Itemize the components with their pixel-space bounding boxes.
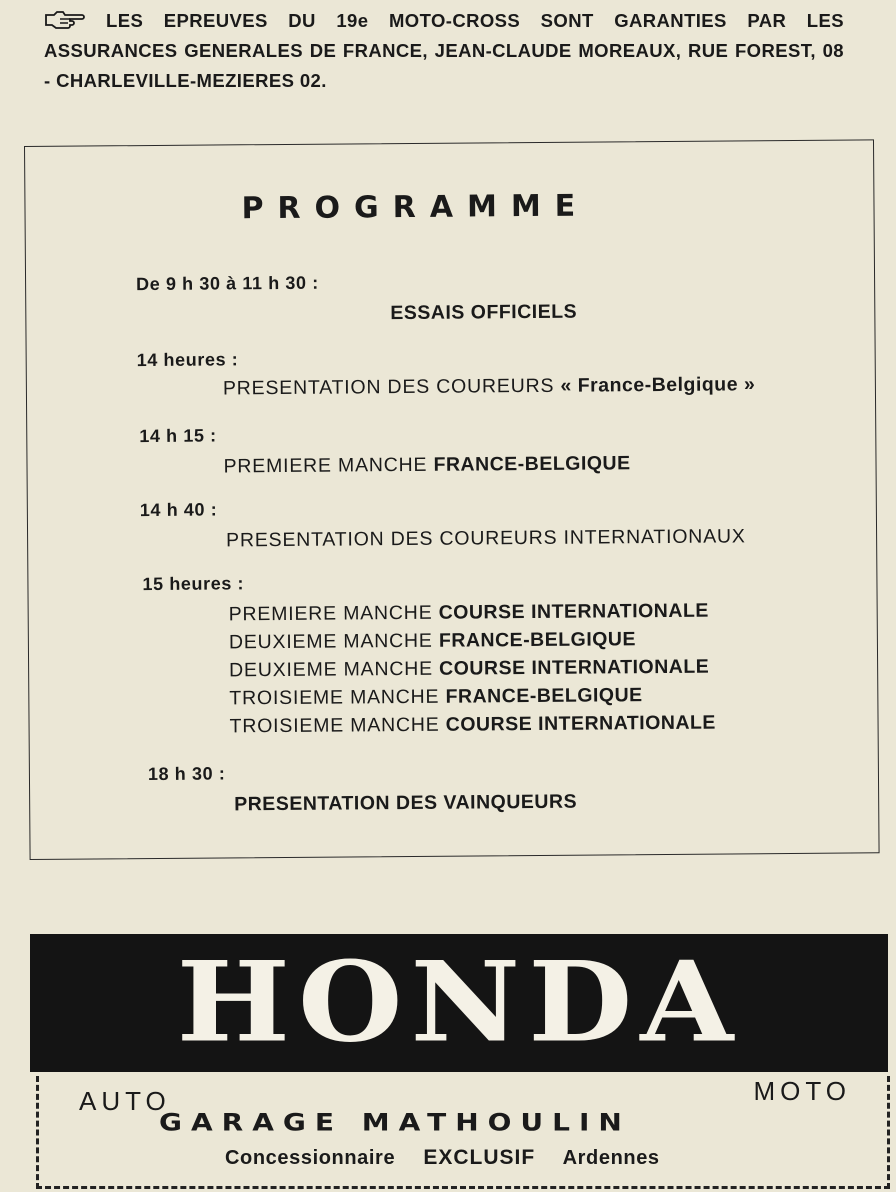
region-text: Ardennes [562, 1147, 660, 1169]
slot-time: 14 h 40 : [139, 499, 218, 521]
garage-ad-box [36, 1076, 890, 1189]
slot-time: 18 h 30 : [147, 763, 226, 785]
event-line: PREMIERE MANCHE FRANCE-BELGIQUE [223, 452, 631, 478]
slot-time: 14 heures : [136, 349, 239, 371]
notice-paragraph [44, 6, 844, 96]
notice-text: LES EPREUVES DU 19e MOTO-CROSS SONT GARANTIES PAR LES ASSURANCES GENERALES DE FRANCE, JEAN-CLAUDE MOREAUX, RUE FOREST, 08 - CHARLEVILLE-MEZIERES 02. [44, 10, 844, 91]
moto-label: MOTO [753, 1076, 851, 1106]
exclusive-text: EXCLUSIF [423, 1146, 536, 1169]
event-line: TROISIEME MANCHE COURSE INTERNATIONALE [229, 711, 716, 738]
event-line: PREMIERE MANCHE COURSE INTERNATIONALE [228, 599, 709, 626]
event-line: PRESENTATION DES VAINQUEURS [234, 790, 578, 816]
garage-details [225, 1146, 660, 1170]
role-text: Concessionnaire [225, 1147, 396, 1169]
auto-label: AUTO [79, 1086, 171, 1116]
slot-time: 14 h 15 : [139, 425, 217, 447]
event-line: TROISIEME MANCHE FRANCE-BELGIQUE [229, 684, 643, 710]
slot-time: 15 heures : [142, 573, 245, 595]
honda-banner [30, 934, 888, 1072]
honda-logo-text: HONDA [176, 937, 742, 1068]
programme-box [24, 139, 880, 860]
slot-time: De 9 h 30 à 11 h 30 : [136, 272, 319, 295]
event-line: PRESENTATION DES COUREURS INTERNATIONAUX [226, 525, 746, 552]
pointing-hand-icon [44, 10, 86, 30]
event-line: DEUXIEME MANCHE COURSE INTERNATIONALE [229, 655, 710, 682]
event-line: PRESENTATION DES COUREURS « France-Belgique » [222, 373, 756, 400]
event-line: DEUXIEME MANCHE FRANCE-BELGIQUE [228, 628, 637, 654]
garage-name: GARAGE MATHOULIN [159, 1108, 631, 1137]
event-line: ESSAIS OFFICIELS [390, 300, 578, 325]
programme-title: PROGRAMME [241, 188, 590, 227]
